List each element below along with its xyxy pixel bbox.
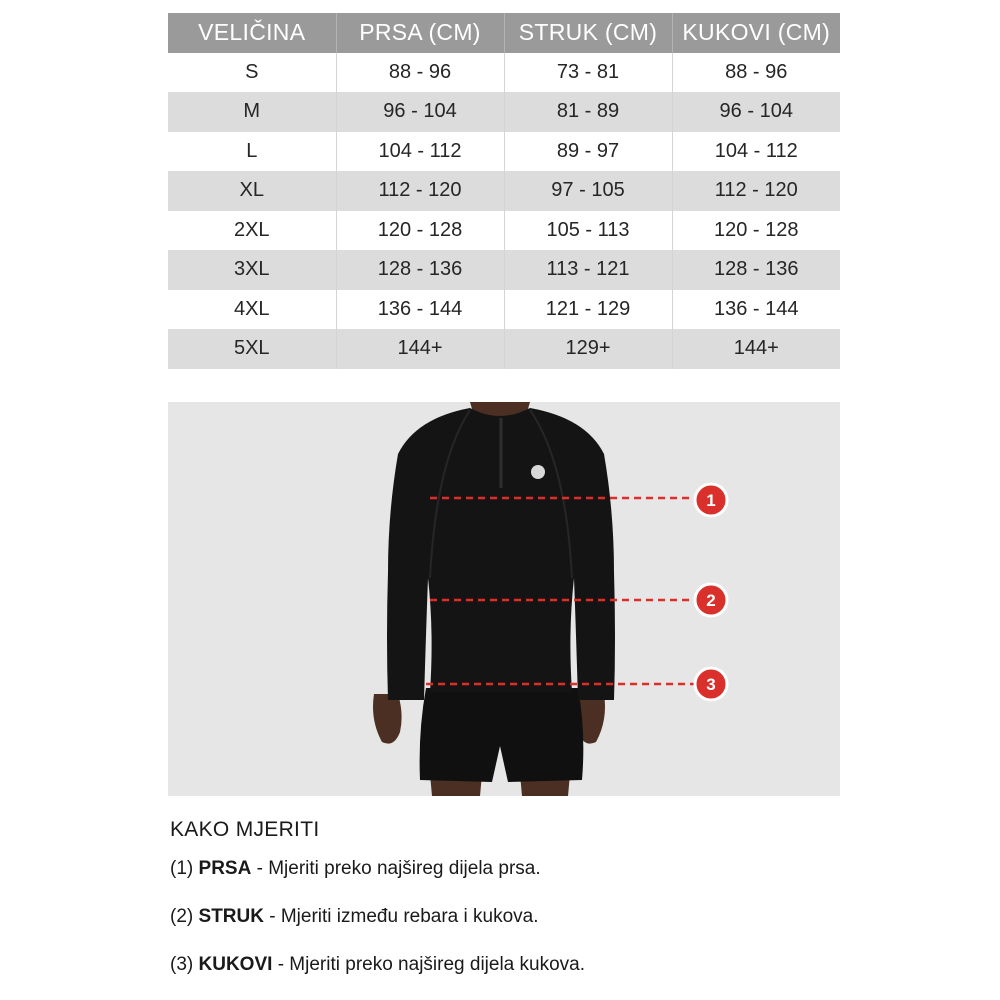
waist-cell: 73 - 81	[504, 53, 672, 93]
instruction-label: KUKOVI	[198, 954, 273, 975]
table-row	[168, 92, 840, 132]
size-cell: L	[168, 132, 336, 172]
chest-cell: 96 - 104	[336, 92, 504, 132]
instruction-hips	[170, 954, 585, 976]
instruction-number: (1)	[170, 858, 194, 879]
table-row	[168, 329, 840, 369]
table-row	[168, 132, 840, 172]
instruction-waist	[170, 906, 539, 928]
gorilla-logo-icon	[531, 465, 545, 479]
chest-cell: 104 - 112	[336, 132, 504, 172]
header-waist: STRUK (CM)	[504, 13, 672, 53]
table-row	[168, 250, 840, 290]
size-cell: M	[168, 92, 336, 132]
instruction-label: PRSA	[198, 858, 252, 879]
waist-cell: 105 - 113	[504, 211, 672, 251]
instruction-text: - Mjeriti preko najšireg dijela kukova.	[277, 954, 585, 975]
table-header-row	[168, 13, 840, 53]
instruction-text: - Mjeriti preko najšireg dijela prsa.	[256, 858, 541, 879]
instruction-text: - Mjeriti između rebara i kukova.	[269, 906, 539, 927]
size-cell: XL	[168, 171, 336, 211]
marker-waist	[695, 584, 727, 616]
waist-cell: 81 - 89	[504, 92, 672, 132]
chest-cell: 144+	[336, 329, 504, 369]
chest-cell: 128 - 136	[336, 250, 504, 290]
hips-cell: 128 - 136	[672, 250, 840, 290]
header-hips: KUKOVI (CM)	[672, 13, 840, 53]
header-chest: PRSA (CM)	[336, 13, 504, 53]
hips-cell: 136 - 144	[672, 290, 840, 330]
marker-hips-label: 3	[706, 675, 716, 694]
table-row	[168, 53, 840, 93]
size-cell: 5XL	[168, 329, 336, 369]
instruction-label: STRUK	[198, 906, 264, 927]
hips-cell: 144+	[672, 329, 840, 369]
hips-cell: 104 - 112	[672, 132, 840, 172]
waist-cell: 113 - 121	[504, 250, 672, 290]
instruction-number: (2)	[170, 906, 194, 927]
chest-cell: 120 - 128	[336, 211, 504, 251]
header-size: VELIČINA	[168, 13, 336, 53]
chest-cell: 112 - 120	[336, 171, 504, 211]
hips-cell: 88 - 96	[672, 53, 840, 93]
instruction-number: (3)	[170, 954, 194, 975]
waist-cell: 121 - 129	[504, 290, 672, 330]
instruction-chest	[170, 858, 541, 880]
marker-chest	[695, 484, 727, 516]
waist-cell: 89 - 97	[504, 132, 672, 172]
hips-cell: 96 - 104	[672, 92, 840, 132]
hips-cell: 112 - 120	[672, 171, 840, 211]
marker-chest-label: 1	[706, 491, 716, 510]
how-to-measure-title: KAKO MJERITI	[170, 818, 320, 841]
size-chart-table	[168, 13, 840, 369]
marker-waist-label: 2	[706, 591, 716, 610]
waist-cell: 129+	[504, 329, 672, 369]
size-cell: S	[168, 53, 336, 93]
measurement-illustration	[168, 402, 840, 796]
waist-cell: 97 - 105	[504, 171, 672, 211]
hips-cell: 120 - 128	[672, 211, 840, 251]
table-row	[168, 171, 840, 211]
table-row	[168, 290, 840, 330]
chest-cell: 88 - 96	[336, 53, 504, 93]
table-row	[168, 211, 840, 251]
size-cell: 3XL	[168, 250, 336, 290]
chest-cell: 136 - 144	[336, 290, 504, 330]
size-cell: 4XL	[168, 290, 336, 330]
marker-hips	[695, 668, 727, 700]
size-cell: 2XL	[168, 211, 336, 251]
